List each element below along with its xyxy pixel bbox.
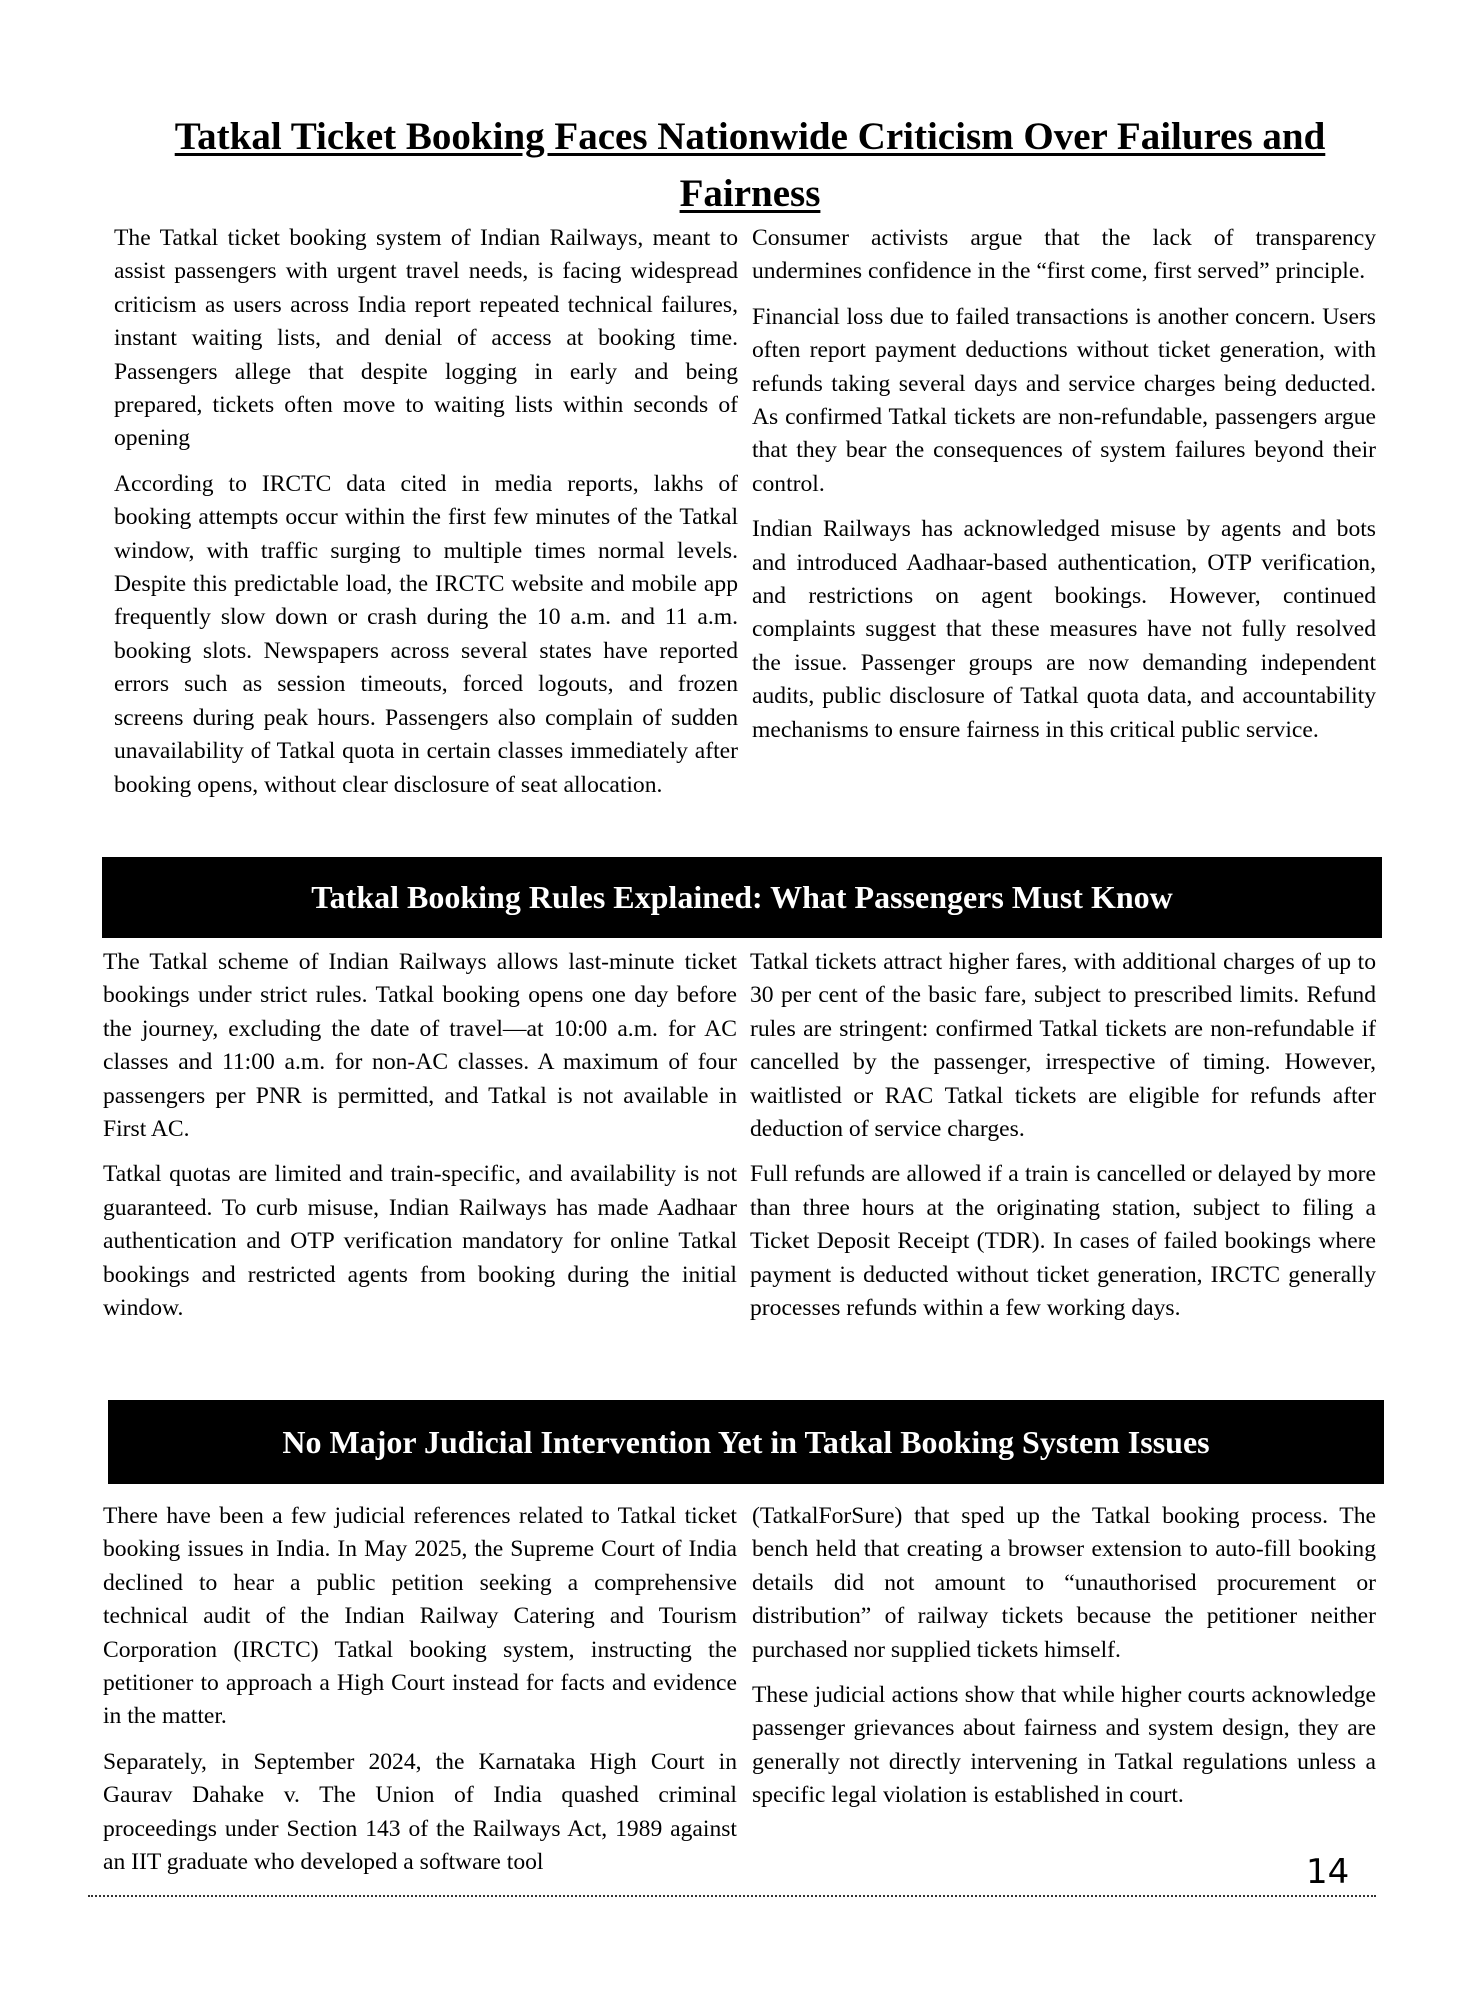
section2-right-column bbox=[750, 946, 1376, 1325]
paragraph: Financial loss due to failed transactions is another concern. Users often report payment deductions without ticket generation, with refunds taking several days and service charges being deducted. As confirmed Tatkal tickets are non-refundable, passengers argue that they bear the consequences of system failures beyond their control. bbox=[752, 303, 1376, 497]
paragraph: (TatkalForSure) that sped up the Tatkal booking process. The bench held that creating a browser extension to auto-fill booking details did not amount to “unauthorised procurement or distribution” of railway tickets because the petitioner neither purchased nor supplied tickets himself. bbox=[752, 1503, 1376, 1663]
paragraph: There have been a few judicial references related to Tatkal ticket booking issues in India. In May 2025, the Supreme Court of India declined to hear a public petition seeking a comprehensive technical audit of the Indian Railway Catering and Tourism Corporation (IRCTC) Tatkal booking system, instructing the petitioner to approach a High Court instead for facts and evidence in the matter. bbox=[103, 1503, 737, 1730]
paragraph: Tatkal quotas are limited and train-specific, and availability is not guaranteed. To curb misuse, Indian Railways has made Aadhaar authentication and OTP verification mandatory for online Tatkal bookings and restricted agents from booking during the initial window. bbox=[103, 1161, 737, 1322]
paragraph: Tatkal tickets attract higher fares, with additional charges of up to 30 per cent of the basic fare, subject to prescribed limits. Refund rules are stringent: confirmed Tatkal tickets are non-refundable if cancelled by the passenger, irrespective of timing. However, waitlisted or RAC Tatkal tickets are eligible for refunds after deduction of service charges. bbox=[750, 949, 1376, 1143]
paragraph: Full refunds are allowed if a train is cancelled or delayed by more than three hours at the originating station, subject to filing a Ticket Deposit Receipt (TDR). In cases of failed bookings where payment is deducted without ticket generation, IRCTC generally processes refunds within a few working days. bbox=[750, 1161, 1376, 1322]
section1-right-column bbox=[752, 222, 1376, 747]
paragraph: According to IRCTC data cited in media reports, lakhs of booking attempts occur within the first few minutes of the Tatkal window, with traffic surging to multiple times normal levels. Despite this predictable load, the IRCTC website and mobile app frequently slow down or crash during the 10 a.m. and 11 a.m. booking slots. Newspapers across several states have reported errors such as session timeouts, forced logouts, and frozen screens during peak hours. Passengers also complain of sudden unavailability of Tatkal quota in certain classes immediately after booking opens, without clear disclosure of seat allocation. bbox=[114, 470, 738, 798]
section2-heading-banner bbox=[102, 857, 1382, 938]
section2-left-column bbox=[103, 946, 737, 1325]
section1-left-column bbox=[114, 222, 738, 802]
paragraph: Separately, in September 2024, the Karnataka High Court in Gaurav Dahake v. The Union of India quashed criminal proceedings under Section 143 of the Railways Act, 1989 against an IIT graduate who developed a software tool bbox=[103, 1748, 737, 1876]
section3-right-column bbox=[752, 1500, 1376, 1813]
paragraph: These judicial actions show that while higher courts acknowledge passenger grievances about fairness and system design, they are generally not directly intervening in Tatkal regulations unless a specific legal violation is established in court. bbox=[752, 1682, 1376, 1809]
page-title: Tatkal Ticket Booking Faces Nationwide Criticism Over Failures and Fairness bbox=[174, 115, 1326, 215]
paragraph: Consumer activists argue that the lack of transparency undermines confidence in the “first come, first served” principle. bbox=[752, 225, 1376, 285]
section3-heading-banner bbox=[108, 1400, 1384, 1484]
footer-divider bbox=[88, 1895, 1376, 1897]
section3-left-column bbox=[103, 1500, 737, 1879]
page-number: 14 bbox=[1306, 1852, 1350, 1892]
section2-heading: Tatkal Booking Rules Explained: What Passengers Must Know bbox=[311, 879, 1173, 915]
paragraph: The Tatkal ticket booking system of Indian Railways, meant to assist passengers with urgent travel needs, is facing widespread criticism as users across India report repeated technical failures, instant waiting lists, and denial of access at booking time. Passengers allege that despite logging in early and being prepared, tickets often move to waiting lists within seconds of opening bbox=[114, 225, 738, 452]
section3-heading: No Major Judicial Intervention Yet in Tatkal Booking System Issues bbox=[282, 1423, 1210, 1460]
paragraph: Indian Railways has acknowledged misuse by agents and bots and introduced Aadhaar-based authentication, OTP verification, and restrictions on agent bookings. However, continued complaints suggest that these measures have not fully resolved the issue. Passenger groups are now demanding independent audits, public disclosure of Tatkal quota data, and accountability mechanisms to ensure fairness in this critical public service. bbox=[752, 516, 1376, 743]
paragraph: The Tatkal scheme of Indian Railways allows last-minute ticket bookings under strict rules. Tatkal booking opens one day before the journey, excluding the date of travel—at 10:00 a.m. for AC classes and 11:00 a.m. for non-AC classes. A maximum of four passengers per PNR is permitted, and Tatkal is not available in First AC. bbox=[103, 949, 737, 1143]
